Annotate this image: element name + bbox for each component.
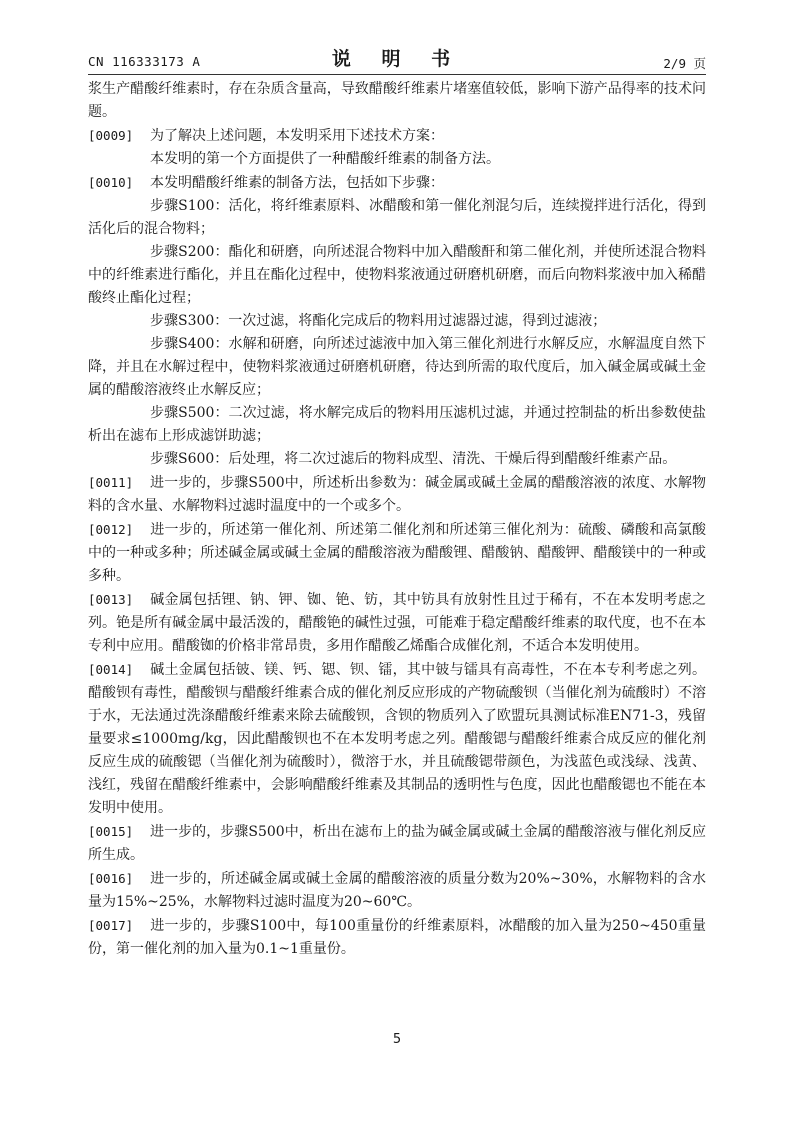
paragraph-0015 <box>88 820 706 867</box>
paragraph-text: 进一步的，步骤S500中，析出在滤布上的盐为碱金属或碱土金属的醋酸溶液与催化剂反应所生成。 <box>88 824 706 863</box>
patent-number: CN 116333173 A <box>88 54 201 69</box>
document-title: 说 明 书 <box>331 48 463 70</box>
paragraph-text: 本发明的第一个方面提供了一种醋酸纤维素的制备方法。 <box>150 151 500 167</box>
paragraph-text: 步骤S600：后处理，将二次过滤后的物料成型、清洗、干燥后得到醋酸纤维素产品。 <box>150 451 677 467</box>
step-s300 <box>88 310 706 333</box>
step-s100 <box>88 195 706 241</box>
paragraph-text: 步骤S100：活化，将纤维素原料、冰醋酸和第一催化剂混匀后，连续搅拌进行活化，得到活化后的混合物料； <box>88 198 706 237</box>
paragraph-text: 为了解决上述问题，本发明采用下述技术方案： <box>150 128 444 144</box>
paragraph-text: 步骤S400：水解和研磨，向所述过滤液中加入第三催化剂进行水解反应，水解温度自然下降，并且在水解过程中，使物料浆液通过研磨机研磨，待达到所需的取代度后，加入碱金属或碱土金属的醋酸溶液终止水解反应； <box>88 336 706 398</box>
paragraph-text: 步骤S300：一次过滤，将酯化完成后的物料用过滤器过滤，得到过滤液； <box>150 313 607 329</box>
paragraph-number: [0011] <box>88 475 134 490</box>
page-header <box>88 44 706 74</box>
paragraph-text: 进一步的，所述碱金属或碱土金属的醋酸溶液的质量分数为20%~30%，水解物料的含水量为15%~25%，水解物料过滤时温度为20~60℃。 <box>88 871 706 910</box>
paragraph-text: 碱土金属包括铍、镁、钙、锶、钡、镭，其中铍与镭具有高毒性，不在本专利考虑之列。醋酸钡有毒性，醋酸钡与醋酸纤维素合成的催化剂反应形成的产物硫酸钡（当催化剂为硫酸时）不溶于水，无法通过洗涤醋酸纤维素来除去硫酸钡，含钡的物质列入了欧盟玩具测试标准EN71-3，残留量要求≤1000mg/kg，因此醋酸钡也不在本发明考虑之列。醋酸锶与醋酸纤维素合成反应的催化剂反应生成的硫酸锶（当催化剂为硫酸时），微溶于水，并且硫酸锶带颜色，为浅蓝色或浅绿、浅黄、浅红，残留在醋酸纤维素中，会影响醋酸纤维素及其制品的透明性与色度，因此也醋酸锶也不能在本发明中使用。 <box>88 662 706 816</box>
paragraph-0010 <box>88 171 706 195</box>
header-rule <box>88 74 706 75</box>
paragraph-text: 进一步的，步骤S100中，每100重量份的纤维素原料，冰醋酸的加入量为250~450重量份，第一催化剂的加入量为0.1~1重量份。 <box>88 918 706 957</box>
paragraph-0013 <box>88 588 706 658</box>
paragraph-0014 <box>88 658 706 820</box>
page-indicator: 2/9 页 <box>663 56 706 71</box>
paragraph-first-aspect <box>88 148 706 171</box>
paragraph-number: [0016] <box>88 871 134 886</box>
paragraph-number: [0010] <box>88 175 134 190</box>
paragraph-number: [0013] <box>88 592 134 607</box>
step-s600 <box>88 448 706 471</box>
description-body <box>88 78 706 961</box>
paragraph-text: 浆生产醋酸纤维素时，存在杂质含量高，导致醋酸纤维素片堵塞值较低，影响下游产品得率的技术问题。 <box>88 81 706 120</box>
paragraph-text: 碱金属包括锂、钠、钾、铷、铯、钫，其中钫具有放射性且过于稀有，不在本发明考虑之列。铯是所有碱金属中最活泼的，醋酸铯的碱性过强，可能难于稳定醋酸纤维素的取代度，也不在本专利中应用。醋酸铷的价格非常昂贵，多用作醋酸乙烯酯合成催化剂，不适合本发明使用。 <box>88 592 706 654</box>
paragraph-text: 进一步的，所述第一催化剂、所述第二催化剂和所述第三催化剂为：硫酸、磷酸和高氯酸中的一种或多种；所述碱金属或碱土金属的醋酸溶液为醋酸锂、醋酸钠、醋酸钾、醋酸镁中的一种或多种。 <box>88 522 706 584</box>
paragraph-number: [0015] <box>88 824 134 839</box>
paragraph-text: 步骤S500：二次过滤，将水解完成后的物料用压滤机过滤，并通过控制盐的析出参数使盐析出在滤布上形成滤饼助滤； <box>88 405 706 444</box>
paragraph-number: [0009] <box>88 128 134 143</box>
page-number: 5 <box>392 1032 402 1047</box>
step-s500 <box>88 402 706 448</box>
paragraph-text: 步骤S200：酯化和研磨，向所述混合物料中加入醋酸酐和第二催化剂，并使所述混合物料中的纤维素进行酯化，并且在酯化过程中，使物料浆液通过研磨机研磨，而后向物料浆液中加入稀醋酸终止酯化过程； <box>88 244 706 306</box>
paragraph-0011 <box>88 471 706 518</box>
paragraph-0016 <box>88 867 706 914</box>
paragraph-text: 本发明醋酸纤维素的制备方法，包括如下步骤： <box>150 175 444 191</box>
paragraph-number: [0017] <box>88 918 134 933</box>
paragraph-number: [0012] <box>88 522 134 537</box>
paragraph-text: 进一步的，步骤S500中，所述析出参数为：碱金属或碱土金属的醋酸溶液的浓度、水解物料的含水量、水解物料过滤时温度中的一个或多个。 <box>88 475 706 514</box>
step-s400 <box>88 333 706 402</box>
paragraph-continuation <box>88 78 706 124</box>
paragraph-number: [0014] <box>88 662 134 677</box>
paragraph-0012 <box>88 518 706 588</box>
paragraph-0017 <box>88 914 706 961</box>
paragraph-0009 <box>88 124 706 148</box>
step-s200 <box>88 241 706 310</box>
